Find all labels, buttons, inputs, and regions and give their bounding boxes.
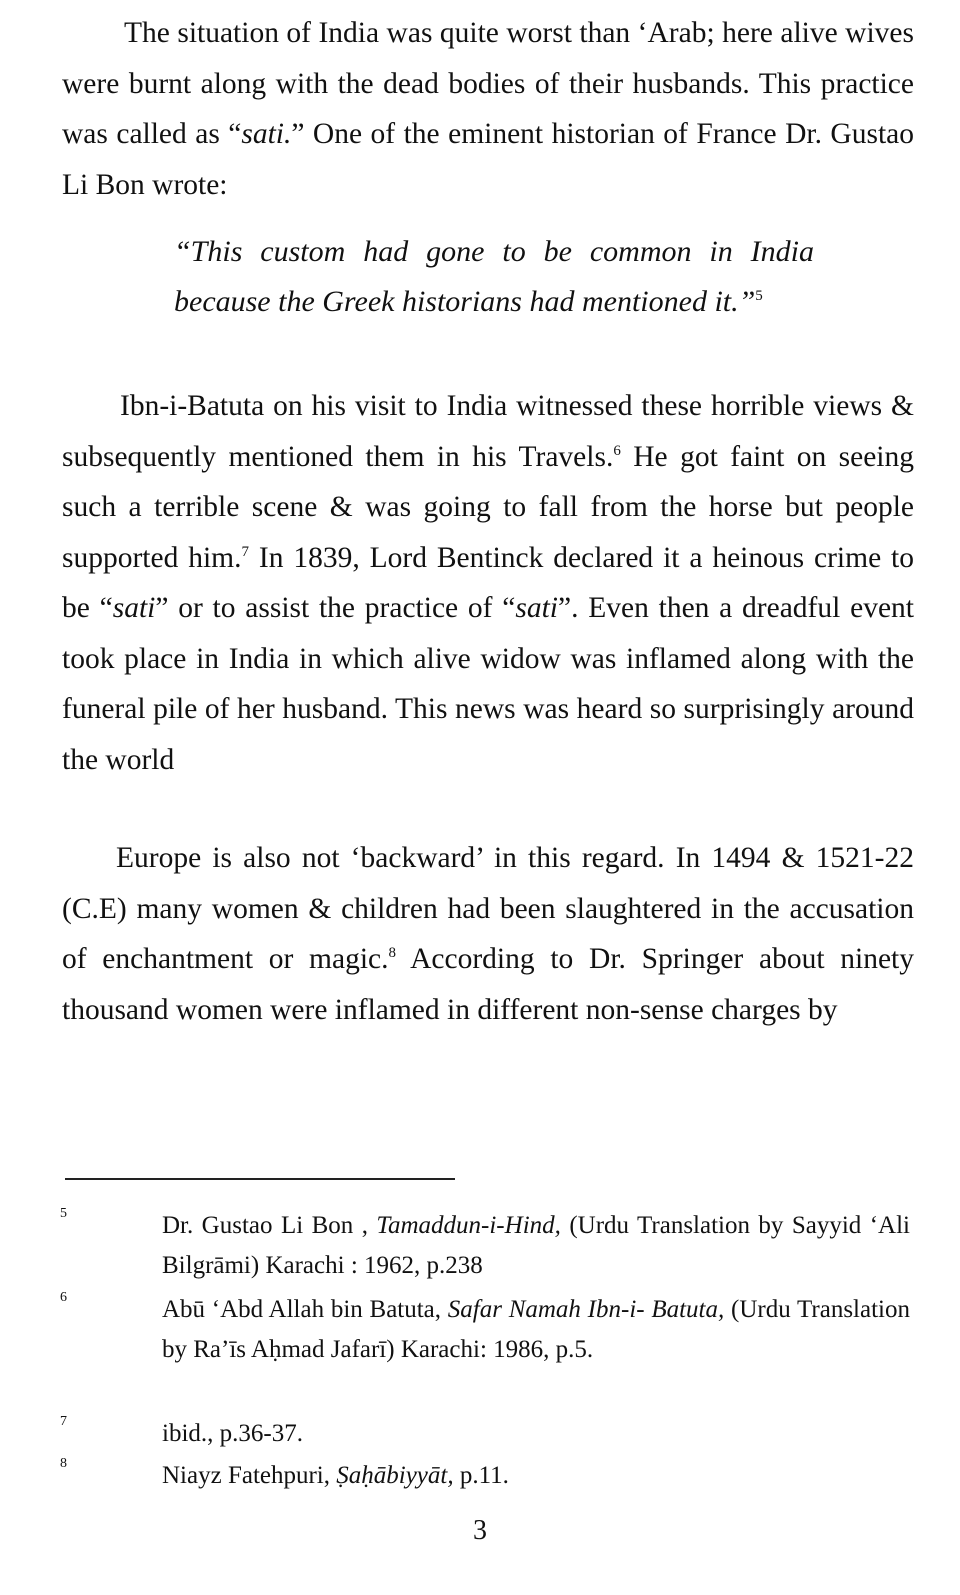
footnote-number: 6 [60,1290,67,1305]
footnote-text [162,1206,910,1286]
italic-term: sati [112,592,156,624]
footnote-ref: 7 [241,543,250,560]
footnote-ref: 5 [755,288,763,304]
paragraph-text: ” One of the eminent historian of France Dr. Gustao Li Bon wrote: [62,118,914,201]
quote-text: “This custom had gone to be common in India because the Greek historians had mentioned it.” [174,235,814,318]
page-number: 3 [473,1515,487,1546]
paragraph-text: According to Dr. Springer about ninety thousand women were inflamed in different non-sense charges by [62,943,914,1026]
footnote-work-title: Tamaddun-i-Hind, [376,1212,561,1239]
paragraph-text: In 1839, Lord Bentinck declared it a heinous crime to be “ [62,541,914,624]
footnote-work-title: Ṣaḥābiyyāt, [336,1462,454,1489]
paragraph-text: Europe is also not ‘backward’ in this regard. In 1494 & 1521-22 (C.E) many women & children had been slaughtered in the accusation of enchantment or magic. [62,842,914,975]
footnote-text [162,1290,910,1370]
footnote-author: ibid., p.36-37. [162,1420,303,1447]
italic-term: sati. [241,118,292,150]
italic-term: sati [515,592,558,624]
footnote-text [162,1414,910,1454]
footnote-text [162,1456,910,1496]
footnote-details: p.11. [453,1462,509,1489]
footnote-divider [65,1178,455,1180]
paragraph-text: The situation of India was quite worst than ‘Arab; here alive wives were burnt along with the dead bodies of their husbands. This practice was called as “ [62,17,914,150]
paragraph-text: He got faint on seeing such a terrible scene & was going to fall from the horse but people supported him. [62,440,914,574]
footnote-ref: 6 [613,442,621,459]
paragraph-sati-india [62,8,914,210]
block-quote [174,227,814,327]
footnote-work-title: Safar Namah Ibn-i- Batuta, [447,1296,725,1323]
footnote-number: 7 [60,1414,67,1429]
paragraph-text: ”. Even then a dreadful event took place in India in which alive widow was inflamed along with the funeral pile of her husband. This news was heard so surprisingly around the world [62,592,914,776]
footnote-number: 8 [60,1456,67,1471]
footnote-author: Abū ‘Abd Allah bin Batuta, [162,1296,448,1323]
paragraph-text: ” or to assist the practice of “ [155,592,516,624]
paragraph-europe [62,833,914,1035]
footnote-number: 5 [60,1206,67,1221]
footnote-author: Niayz Fatehpuri, [162,1462,337,1489]
footnote-author: Dr. Gustao Li Bon , [162,1212,377,1239]
paragraph-ibn-batuta [62,381,914,785]
footnote-details: (Urdu Translation by Ra’īs Aḥmad Jafarī) Karachi: 1986, p.5. [162,1296,910,1363]
footnote-ref: 8 [388,945,397,962]
footnote-details: (Urdu Translation by Sayyid ‘Ali Bilgrāmi) Karachi : 1962, p.238 [162,1212,910,1279]
paragraph-text: Ibn-i-Batuta on his visit to India witnessed these horrible views & subsequently mentioned them in his Travels. [62,390,914,473]
